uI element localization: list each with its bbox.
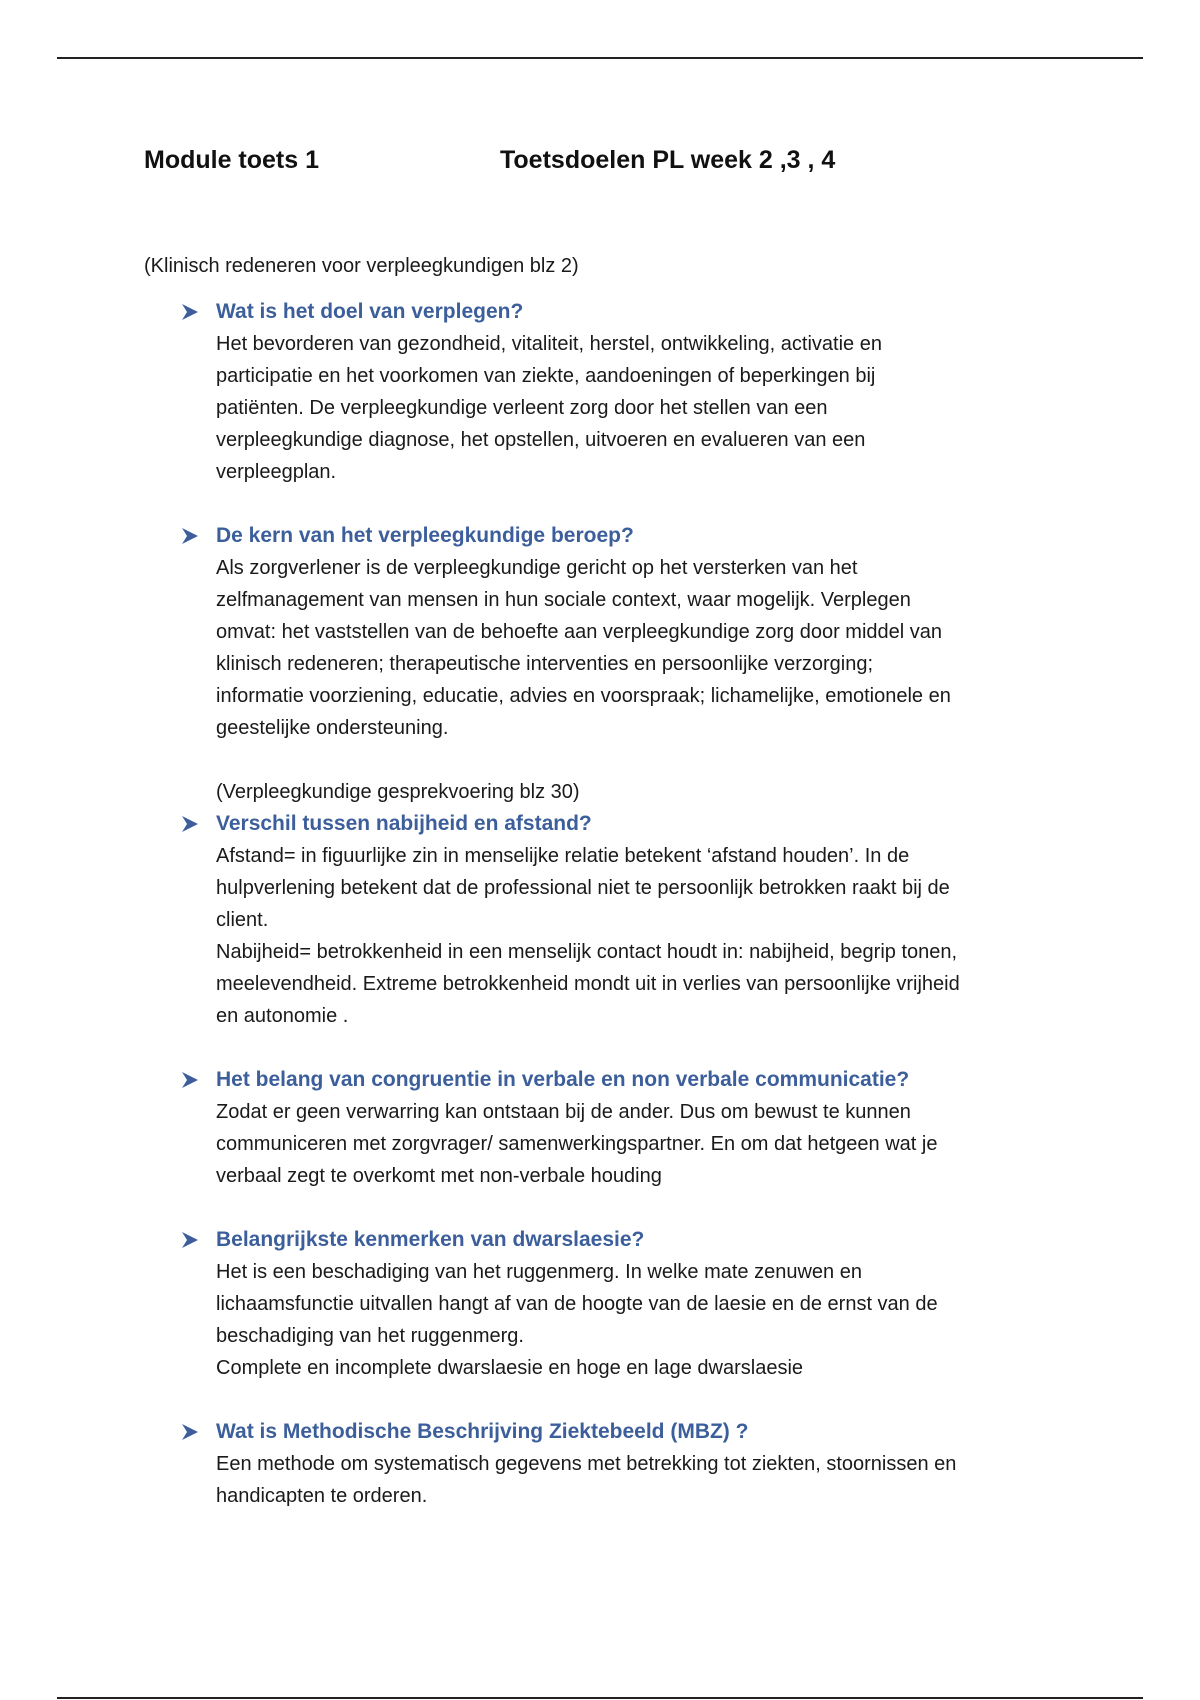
answer-line: Het is een beschadiging van het ruggenmerg. In welke mate zenuwen en [216, 1261, 862, 1283]
goals-title: Toetsdoelen PL week 2 ,3 , 4 [500, 146, 836, 174]
answer-line: geestelijke ondersteuning. [216, 717, 449, 739]
source-note: (Klinisch redeneren voor verpleegkundigen blz 2) [144, 255, 579, 277]
question-heading: Belangrijkste kenmerken van dwarslaesie? [216, 1228, 645, 1251]
answer-line: Zodat er geen verwarring kan ontstaan bij de ander. Dus om bewust te kunnen [216, 1101, 911, 1123]
answer-line: client. [216, 909, 269, 931]
question-heading: De kern van het verpleegkundige beroep? [216, 524, 634, 547]
answer-line: klinisch redeneren; therapeutische interventies en persoonlijke verzorging; [216, 653, 874, 675]
answer-line: hulpverlening betekent dat de professional niet te persoonlijk betrokken raakt bij de [216, 877, 950, 899]
question-item [144, 296, 1074, 488]
question-heading: Wat is het doel van verplegen? [216, 300, 524, 323]
question-item [144, 1064, 1074, 1192]
page-header [144, 146, 1104, 180]
question-item [144, 520, 1074, 744]
answer-line: Als zorgverlener is de verpleegkundige gericht op het versterken van het [216, 557, 858, 579]
answer-line: meelevendheid. Extreme betrokkenheid mondt uit in verlies van persoonlijke vrijheid [216, 973, 960, 995]
question-heading: Wat is Methodische Beschrijving Ziektebeeld (MBZ) ? [216, 1420, 749, 1443]
answer-line: zelfmanagement van mensen in hun sociale context, waar mogelijk. Verplegen [216, 589, 911, 611]
answer-line: patiënten. De verpleegkundige verleent zorg door het stellen van een [216, 397, 828, 419]
question-list [144, 296, 1074, 1512]
answer-line: lichaamsfunctie uitvallen hangt af van de hoogte van de laesie en de ernst van de [216, 1293, 938, 1315]
answer-line: omvat: het vaststellen van de behoefte aan verpleegkundige zorg door middel van [216, 621, 943, 643]
arrow-bullet-icon [180, 1064, 202, 1096]
arrow-bullet-icon [180, 520, 202, 552]
answer-line: verbaal zegt te overkomt met non-verbale houding [216, 1165, 662, 1187]
answer-line: Nabijheid= betrokkenheid in een menselijk contact houdt in: nabijheid, begrip tonen, [216, 941, 958, 963]
answer-line: Afstand= in figuurlijke zin in menselijke relatie betekent ‘afstand houden’. In de [216, 845, 910, 867]
answer-line: Complete en incomplete dwarslaesie en hoge en lage dwarslaesie [216, 1357, 804, 1379]
answer-line: Een methode om systematisch gegevens met betrekking tot ziekten, stoornissen en [216, 1453, 957, 1475]
document-body [144, 250, 1074, 1544]
answer-line: handicapten te orderen. [216, 1485, 428, 1507]
question-item [144, 1224, 1074, 1384]
bottom-rule [57, 1697, 1143, 1699]
answer-line: communiceren met zorgvrager/ samenwerkingspartner. En om dat hetgeen wat je [216, 1133, 938, 1155]
answer-line: informatie voorziening, educatie, advies en voorspraak; lichamelijke, emotionele en [216, 685, 951, 707]
question-item [144, 776, 1074, 1032]
arrow-bullet-icon [180, 1416, 202, 1448]
section-source-note: (Verpleegkundige gesprekvoering blz 30) [216, 781, 580, 803]
top-rule [57, 57, 1143, 59]
question-heading: Het belang van congruentie in verbale en non verbale communicatie? [216, 1068, 910, 1091]
answer-line: en autonomie . [216, 1005, 349, 1027]
answer-line: participatie en het voorkomen van ziekte, aandoeningen of beperkingen bij [216, 365, 876, 387]
answer-line: verpleegkundige diagnose, het opstellen, uitvoeren en evalueren van een [216, 429, 866, 451]
answer-line: verpleegplan. [216, 461, 337, 483]
question-item [144, 1416, 1074, 1512]
module-title: Module toets 1 [144, 146, 320, 174]
arrow-bullet-icon [180, 1224, 202, 1256]
arrow-bullet-icon [180, 808, 202, 840]
answer-line: beschadiging van het ruggenmerg. [216, 1325, 524, 1347]
arrow-bullet-icon [180, 296, 202, 328]
question-heading: Verschil tussen nabijheid en afstand? [216, 812, 592, 835]
answer-line: Het bevorderen van gezondheid, vitaliteit, herstel, ontwikkeling, activatie en [216, 333, 882, 355]
